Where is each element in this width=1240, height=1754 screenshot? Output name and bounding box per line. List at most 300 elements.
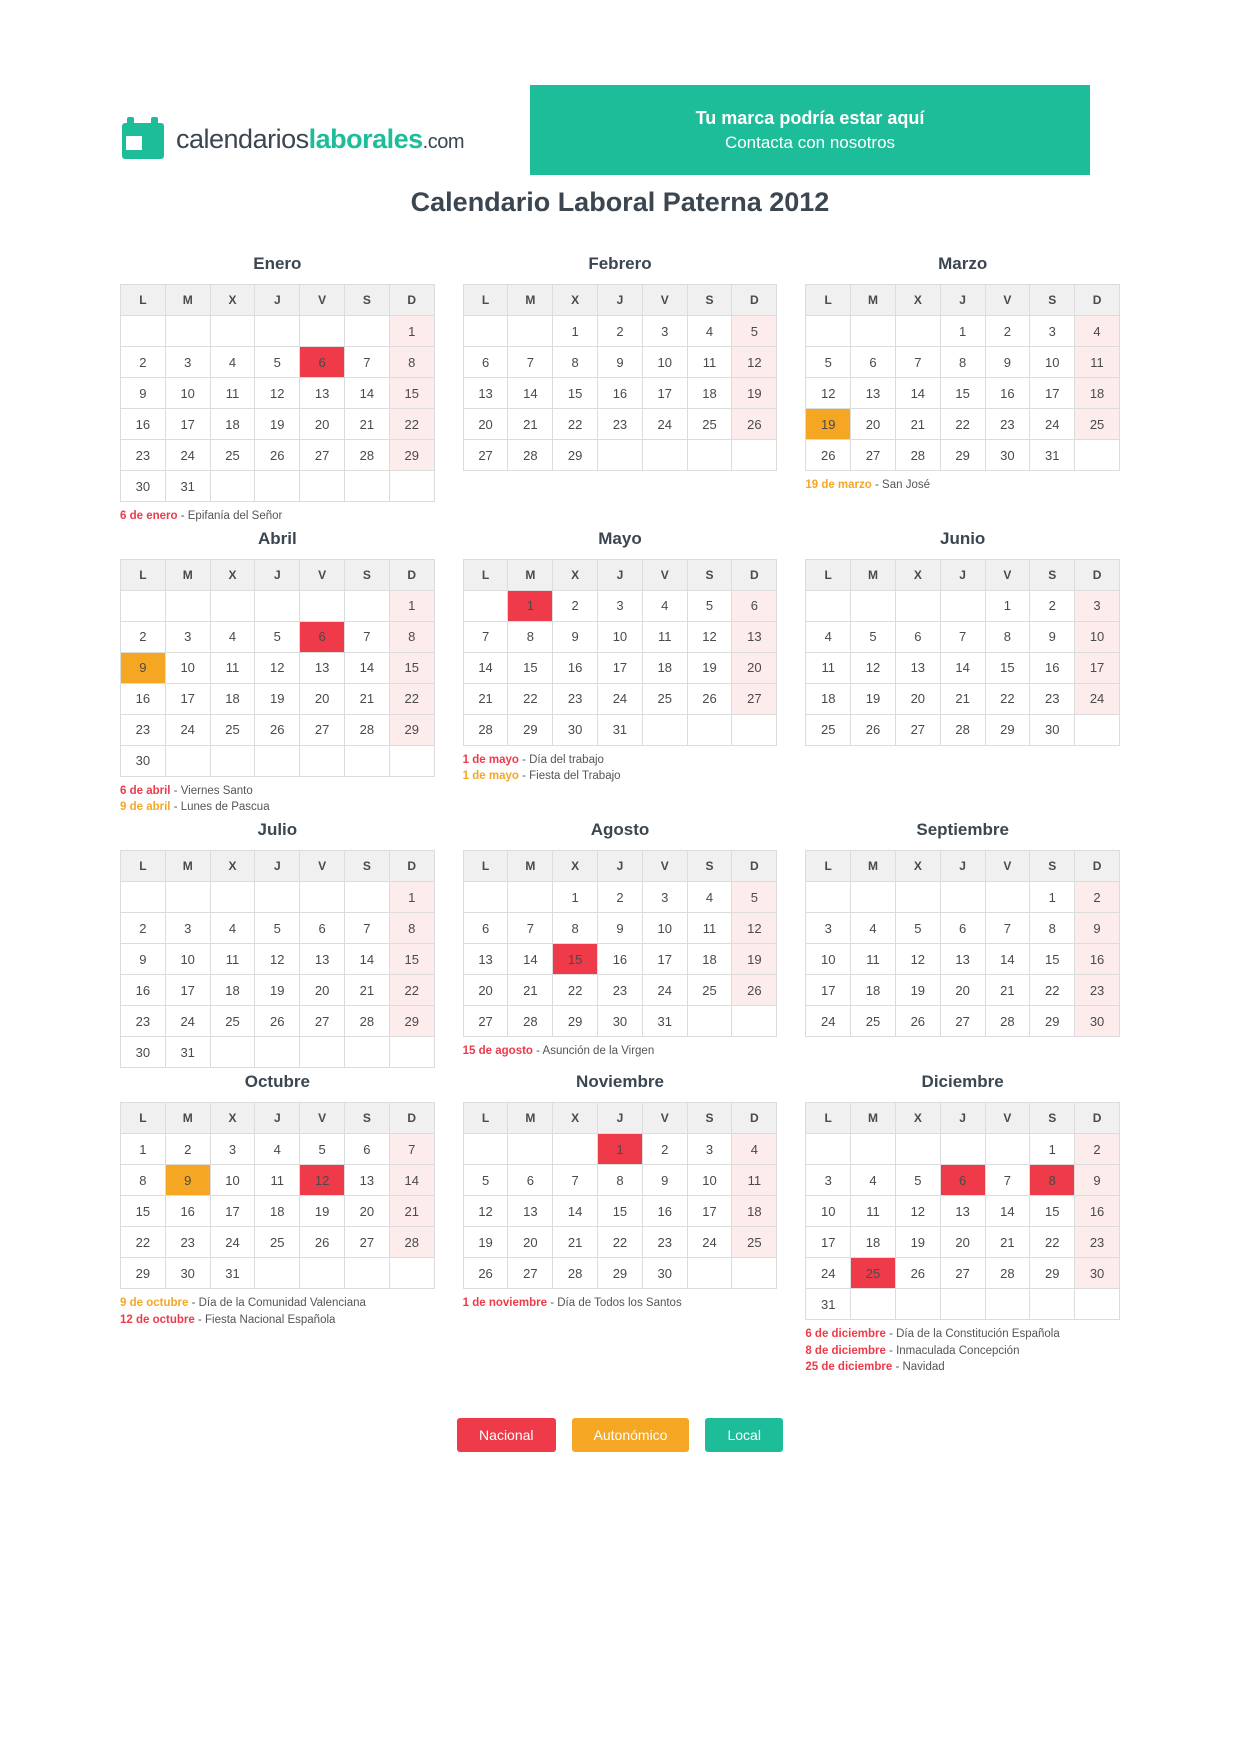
weekday-header: S [1030,1103,1075,1134]
holiday-note [120,1312,435,1329]
day-cell: 22 [1030,975,1075,1006]
month-table [805,559,1120,746]
weekday-header: M [508,1103,553,1134]
day-cell: 6 [463,347,508,378]
weekday-header: X [210,285,255,316]
day-cell: 31 [165,1037,210,1068]
day-cell: 14 [463,652,508,683]
weekday-header: M [851,851,896,882]
day-cell: 8 [389,347,434,378]
day-cell: 8 [1030,913,1075,944]
day-cell: 10 [165,652,210,683]
week-row [463,683,777,714]
week-row [463,440,777,471]
day-cell: 9 [121,378,166,409]
day-cell: 24 [806,1258,851,1289]
empty-cell [121,316,166,347]
month-block [120,529,435,816]
day-cell-holiday: 6 [300,347,345,378]
weekday-header: S [344,285,389,316]
day-cell: 27 [895,714,940,745]
weekday-header: V [300,1103,345,1134]
month-name: Junio [939,528,986,548]
empty-cell [940,1134,985,1165]
month-block [463,529,778,816]
day-cell: 25 [687,409,732,440]
day-cell: 30 [121,471,166,502]
day-cell: 27 [463,440,508,471]
day-cell: 28 [463,714,508,745]
month-table [120,1102,435,1289]
empty-cell [463,882,508,913]
day-cell: 25 [687,975,732,1006]
month-name: Octubre [244,1072,310,1092]
month-table [120,850,435,1068]
week-row [463,590,777,621]
day-cell: 12 [895,944,940,975]
day-cell: 25 [255,1227,300,1258]
week-row [463,316,777,347]
day-cell: 5 [806,347,851,378]
empty-cell [940,1289,985,1320]
month-table [463,850,778,1037]
holiday-note [463,1043,778,1060]
empty-cell [210,1037,255,1068]
day-cell: 13 [300,652,345,683]
day-cell: 26 [895,1006,940,1037]
holiday-note-text: - Fiesta Nacional Española [194,1313,336,1326]
day-cell: 4 [851,1165,896,1196]
day-cell: 30 [598,1006,643,1037]
week-row [463,944,777,975]
day-cell: 22 [121,1227,166,1258]
day-cell: 14 [553,1196,598,1227]
empty-cell [508,882,553,913]
logo-text-part3: .com [422,130,464,153]
day-cell: 7 [985,1165,1030,1196]
empty-cell [463,590,508,621]
week-row [806,1006,1120,1037]
day-cell: 21 [895,409,940,440]
day-cell: 12 [895,1196,940,1227]
day-cell: 28 [389,1227,434,1258]
day-cell: 7 [344,347,389,378]
empty-cell [255,882,300,913]
week-row [121,409,435,440]
day-cell: 15 [1030,1196,1075,1227]
day-cell: 13 [300,378,345,409]
day-cell: 10 [1075,621,1120,652]
day-cell-holiday: 12 [300,1165,345,1196]
holiday-note-date: 15 de agosto [462,1045,533,1058]
day-cell: 26 [255,714,300,745]
day-cell: 30 [1075,1258,1120,1289]
day-cell: 14 [985,944,1030,975]
day-cell: 19 [687,652,732,683]
empty-cell [895,1289,940,1320]
day-cell: 27 [300,1006,345,1037]
holiday-note-date: 6 de abril [120,784,171,797]
day-cell: 8 [389,913,434,944]
day-cell: 15 [1030,944,1075,975]
week-row [463,1134,777,1165]
weekday-header: L [806,1103,851,1134]
day-cell: 6 [895,621,940,652]
week-row [463,1196,777,1227]
holiday-note-date: 1 de mayo [462,753,519,766]
legend-item-autonómico[interactable]: Autonómico [572,1418,690,1452]
week-row [463,882,777,913]
weekday-header: J [255,559,300,590]
day-cell: 18 [851,975,896,1006]
day-cell: 25 [210,440,255,471]
day-cell: 26 [732,409,777,440]
day-cell: 29 [598,1258,643,1289]
week-row [806,590,1120,621]
empty-cell [895,316,940,347]
day-cell: 13 [940,944,985,975]
weekday-header: V [985,559,1030,590]
weekday-header: J [940,285,985,316]
day-cell: 17 [642,378,687,409]
day-cell: 11 [687,913,732,944]
day-cell: 20 [851,409,896,440]
week-row [806,944,1120,975]
day-cell: 23 [1030,683,1075,714]
weekday-header: V [642,1103,687,1134]
day-cell: 6 [300,913,345,944]
month-block [463,254,778,525]
week-row [806,621,1120,652]
weekday-header: L [806,285,851,316]
empty-cell [806,1134,851,1165]
month-name: Julio [257,820,298,840]
day-cell: 13 [940,1196,985,1227]
day-cell: 9 [1030,621,1075,652]
day-cell: 10 [1030,347,1075,378]
day-cell: 22 [389,975,434,1006]
week-row [121,471,435,502]
empty-cell [210,590,255,621]
day-cell: 7 [985,913,1030,944]
day-cell: 3 [1030,316,1075,347]
day-cell: 23 [598,409,643,440]
week-row [121,590,435,621]
week-row [463,1006,777,1037]
empty-cell [553,1134,598,1165]
day-cell: 29 [1030,1006,1075,1037]
day-cell: 2 [1075,882,1120,913]
day-cell: 8 [121,1165,166,1196]
empty-cell [210,316,255,347]
day-cell: 4 [687,316,732,347]
empty-cell [344,590,389,621]
holiday-note-date: 6 de diciembre [805,1328,886,1341]
day-cell: 5 [732,882,777,913]
empty-cell [508,316,553,347]
day-cell-holiday: 25 [851,1258,896,1289]
ad-banner-headline: Tu marca podría estar aquí [695,107,925,128]
weekday-header: L [121,1103,166,1134]
holiday-note [805,1343,1120,1360]
day-cell: 12 [255,944,300,975]
day-cell: 7 [344,913,389,944]
day-cell-holiday: 15 [553,944,598,975]
day-cell: 24 [1030,409,1075,440]
day-cell: 22 [985,683,1030,714]
day-cell: 2 [121,347,166,378]
day-cell: 10 [642,913,687,944]
holiday-note [463,752,778,769]
weekday-header: V [642,285,687,316]
weekday-header: D [389,285,434,316]
day-cell: 30 [1030,714,1075,745]
day-cell: 10 [687,1165,732,1196]
day-cell: 15 [508,652,553,683]
day-cell: 19 [895,1227,940,1258]
weekday-header: X [895,285,940,316]
empty-cell [1075,714,1120,745]
week-row [463,1258,777,1289]
weekday-header: X [553,559,598,590]
month-block [120,820,435,1068]
empty-cell [732,440,777,471]
empty-cell [389,745,434,776]
weekday-header: D [732,851,777,882]
weekday-header: S [344,559,389,590]
day-cell: 24 [642,409,687,440]
day-cell: 15 [121,1196,166,1227]
empty-cell [389,1037,434,1068]
day-cell: 5 [732,316,777,347]
holiday-note-text: - San José [871,479,930,491]
day-cell: 13 [463,944,508,975]
day-cell: 10 [165,944,210,975]
page-header [0,0,1240,175]
day-cell: 9 [598,347,643,378]
holiday-note [463,1295,778,1312]
weekday-header: J [255,1103,300,1134]
ad-banner[interactable] [530,85,1090,175]
empty-cell [300,471,345,502]
empty-cell [300,882,345,913]
month-notes [463,1043,778,1060]
day-cell: 17 [806,1227,851,1258]
logo-text-part1: calendarios [176,123,309,154]
holiday-note-text: - Día del trabajo [518,753,604,766]
empty-cell [300,1258,345,1289]
day-cell: 17 [687,1196,732,1227]
day-cell: 22 [553,409,598,440]
weekday-header: V [642,851,687,882]
day-cell: 10 [210,1165,255,1196]
day-cell: 22 [508,683,553,714]
month-name: Agosto [590,820,650,840]
legend-item-local[interactable]: Local [705,1418,782,1452]
day-cell: 1 [121,1134,166,1165]
day-cell: 26 [463,1258,508,1289]
day-cell: 19 [732,944,777,975]
holiday-note-date: 25 de diciembre [805,1361,893,1374]
week-row [463,621,777,652]
weekday-header: J [940,559,985,590]
day-cell: 9 [553,621,598,652]
day-cell: 30 [642,1258,687,1289]
day-cell: 8 [389,621,434,652]
weekday-header: D [1075,559,1120,590]
weekday-header: D [732,285,777,316]
day-cell: 16 [1030,652,1075,683]
holiday-note-date: 8 de diciembre [805,1344,886,1357]
day-cell: 6 [508,1165,553,1196]
ad-banner-subtext: Contacta con nosotros [724,132,896,152]
empty-cell [940,590,985,621]
day-cell: 5 [255,621,300,652]
day-cell: 9 [985,347,1030,378]
day-cell: 28 [553,1258,598,1289]
week-row [121,1196,435,1227]
day-cell: 23 [121,714,166,745]
day-cell: 16 [165,1196,210,1227]
holiday-note-date: 1 de mayo [462,770,519,783]
empty-cell [210,882,255,913]
logo-text [176,124,464,155]
week-row [121,913,435,944]
day-cell: 23 [642,1227,687,1258]
empty-cell [300,316,345,347]
day-cell: 21 [344,683,389,714]
day-cell: 1 [389,590,434,621]
day-cell: 14 [344,944,389,975]
weekday-header: S [1030,285,1075,316]
holiday-note-text: - Inmaculada Concepción [885,1344,1020,1357]
holiday-note-text: - Navidad [892,1361,945,1374]
day-cell: 18 [806,683,851,714]
empty-cell [463,316,508,347]
day-cell: 26 [806,440,851,471]
day-cell: 20 [463,409,508,440]
day-cell: 20 [300,975,345,1006]
empty-cell [300,1037,345,1068]
week-row [806,1289,1120,1320]
day-cell: 21 [389,1196,434,1227]
weekday-header: J [940,1103,985,1134]
holiday-note [805,477,1120,494]
empty-cell [165,316,210,347]
month-block [805,1072,1120,1376]
day-cell: 23 [121,1006,166,1037]
weekday-header: L [463,1103,508,1134]
month-table [805,1102,1120,1320]
day-cell: 15 [553,378,598,409]
day-cell: 22 [389,683,434,714]
weekday-header: X [210,1103,255,1134]
month-name: Enero [253,254,302,273]
day-cell: 28 [985,1258,1030,1289]
day-cell: 5 [300,1134,345,1165]
day-cell: 18 [210,683,255,714]
empty-cell [121,882,166,913]
day-cell: 19 [255,975,300,1006]
empty-cell [642,440,687,471]
holiday-note-date: 9 de octubre [120,1297,189,1310]
empty-cell [851,1134,896,1165]
day-cell: 16 [1075,944,1120,975]
week-row [806,652,1120,683]
day-cell: 9 [1075,913,1120,944]
weekday-header: M [851,285,896,316]
day-cell: 20 [940,975,985,1006]
empty-cell [687,714,732,745]
month-block [463,1072,778,1376]
day-cell: 3 [598,590,643,621]
month-notes [805,477,1120,494]
holiday-note-text: - Epifanía del Señor [177,510,283,522]
day-cell: 19 [732,378,777,409]
week-row [121,944,435,975]
day-cell: 6 [851,347,896,378]
day-cell: 28 [344,440,389,471]
day-cell: 14 [940,652,985,683]
weekday-header: S [687,559,732,590]
day-cell: 23 [1075,1227,1120,1258]
day-cell: 27 [300,440,345,471]
day-cell: 21 [940,683,985,714]
day-cell: 17 [210,1196,255,1227]
day-cell: 24 [687,1227,732,1258]
day-cell: 16 [598,378,643,409]
week-row [806,882,1120,913]
weekday-header: J [598,851,643,882]
day-cell: 17 [1075,652,1120,683]
day-cell-holiday: 8 [1030,1165,1075,1196]
weekday-header: J [255,851,300,882]
day-cell: 19 [463,1227,508,1258]
holiday-note [120,783,435,800]
day-cell: 19 [255,683,300,714]
day-cell: 27 [940,1006,985,1037]
day-cell: 16 [642,1196,687,1227]
empty-cell [940,882,985,913]
day-cell: 16 [985,378,1030,409]
month-table [120,559,435,777]
day-cell: 30 [985,440,1030,471]
day-cell: 5 [255,347,300,378]
day-cell: 26 [895,1258,940,1289]
day-cell: 11 [732,1165,777,1196]
weekday-header: V [985,851,1030,882]
day-cell: 24 [642,975,687,1006]
holiday-note-text: - Fiesta del Trabajo [518,770,621,783]
legend-item-nacional[interactable]: Nacional [457,1418,555,1452]
day-cell: 16 [121,683,166,714]
week-row [463,347,777,378]
day-cell: 3 [210,1134,255,1165]
day-cell: 1 [553,882,598,913]
day-cell: 5 [255,913,300,944]
day-cell: 18 [687,944,732,975]
weekday-header: D [389,851,434,882]
month-block [805,254,1120,525]
holiday-note-text: - Lunes de Pascua [170,801,270,814]
weekday-header: X [210,851,255,882]
holiday-note-text: - Viernes Santo [170,784,253,797]
day-cell: 24 [165,1006,210,1037]
site-logo[interactable] [120,85,520,175]
day-cell: 5 [463,1165,508,1196]
day-cell: 13 [508,1196,553,1227]
day-cell: 31 [1030,440,1075,471]
